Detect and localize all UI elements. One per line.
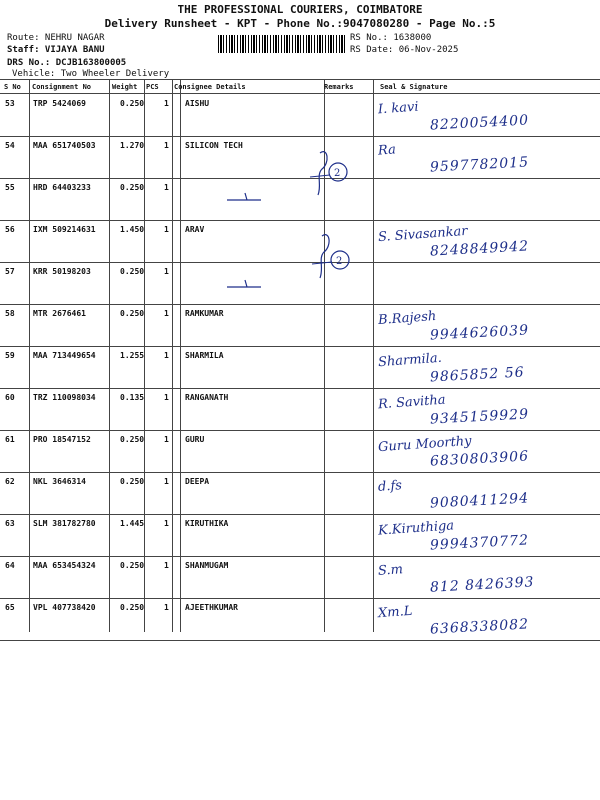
consignee-name: SHARMILA xyxy=(185,351,224,360)
receiver-signature: Ra xyxy=(377,142,397,159)
consignee-name: ARAV xyxy=(185,225,205,234)
receiver-phone: 6830803906 xyxy=(429,448,530,470)
row-divider xyxy=(0,388,600,389)
pieces-value: 1 xyxy=(164,225,169,234)
receiver-phone: 9345159929 xyxy=(429,406,530,428)
serial-number: 55 xyxy=(5,183,15,192)
pieces-value: 1 xyxy=(164,561,169,570)
consignee-dash-mark-icon xyxy=(225,277,265,291)
receiver-signature: I. kavi xyxy=(377,99,420,118)
route-label: Route: NEHRU NAGAR xyxy=(7,33,105,43)
barcode xyxy=(218,35,346,53)
weight-value: 0.250 xyxy=(120,183,145,192)
receiver-signature: S. Sivasankar xyxy=(377,223,468,246)
staff-label: Staff: VIJAYA BANU xyxy=(7,45,105,55)
col-header-pcs: PCS xyxy=(146,83,159,91)
weight-value: 1.255 xyxy=(120,351,145,360)
remarks-scribble-icon xyxy=(300,230,355,285)
company-title: THE PROFESSIONAL COURIERS, COIMBATORE xyxy=(177,3,423,16)
row-divider xyxy=(0,640,600,641)
row-divider xyxy=(0,430,600,431)
col-header-consignee: Consignee Details xyxy=(174,83,246,91)
pieces-value: 1 xyxy=(164,183,169,192)
pieces-value: 1 xyxy=(164,519,169,528)
consignee-name: AISHU xyxy=(185,99,210,108)
pieces-value: 1 xyxy=(164,99,169,108)
rs-number: RS No.: 1638000 xyxy=(350,33,432,43)
table-header-line xyxy=(0,93,600,94)
consignment-number: HRD 64403233 xyxy=(33,183,91,192)
consignment-number: NKL 3646314 xyxy=(33,477,86,486)
column-divider xyxy=(109,79,110,632)
receiver-signature: B.Rajesh xyxy=(377,308,437,329)
receiver-phone: 9080411294 xyxy=(429,490,530,512)
consignment-number: KRR 50198203 xyxy=(33,267,91,276)
drs-label: DRS No.: DCJB163800005 xyxy=(7,58,127,68)
weight-value: 0.250 xyxy=(120,561,145,570)
row-divider xyxy=(0,556,600,557)
row-divider xyxy=(0,346,600,347)
weight-value: 0.250 xyxy=(120,309,145,318)
consignment-number: PRO 18547152 xyxy=(33,435,91,444)
row-divider xyxy=(0,472,600,473)
serial-number: 58 xyxy=(5,309,15,318)
pieces-value: 1 xyxy=(164,393,169,402)
consignee-name: GURU xyxy=(185,435,205,444)
consignment-number: TRZ 110098034 xyxy=(33,393,96,402)
col-header-consignment: Consignment No xyxy=(32,83,92,91)
weight-value: 0.250 xyxy=(120,477,145,486)
receiver-signature: Xm.L xyxy=(377,603,413,622)
pieces-value: 1 xyxy=(164,435,169,444)
vehicle-label: Vehicle: Two Wheeler Delivery xyxy=(12,69,170,79)
consignment-number: IXM 509214631 xyxy=(33,225,96,234)
receiver-signature: Guru Moorthy xyxy=(377,433,473,456)
receiver-phone: 812 8426393 xyxy=(429,574,535,596)
consignee-name: AJEETHKUMAR xyxy=(185,603,238,612)
serial-number: 65 xyxy=(5,603,15,612)
pieces-value: 1 xyxy=(164,477,169,486)
receiver-phone: 9994370772 xyxy=(429,532,530,554)
col-header-signature: Seal & Signature xyxy=(380,83,448,91)
receiver-phone: 8248849942 xyxy=(429,238,530,260)
consignment-number: TRP 5424069 xyxy=(33,99,86,108)
weight-value: 0.135 xyxy=(120,393,145,402)
consignment-number: SLM 381782780 xyxy=(33,519,96,528)
receiver-phone: 9597782015 xyxy=(429,154,530,176)
row-divider xyxy=(0,514,600,515)
row-divider xyxy=(0,598,600,599)
serial-number: 60 xyxy=(5,393,15,402)
receiver-signature: R. Savitha xyxy=(377,392,447,413)
receiver-phone: 8220054400 xyxy=(429,112,530,134)
receiver-phone: 9865852 56 xyxy=(429,364,525,386)
serial-number: 57 xyxy=(5,267,15,276)
receiver-phone: 6368338082 xyxy=(429,616,530,638)
receiver-signature: K.Kiruthiga xyxy=(377,518,455,539)
serial-number: 63 xyxy=(5,519,15,528)
weight-value: 0.250 xyxy=(120,435,145,444)
weight-value: 0.250 xyxy=(120,99,145,108)
col-header-weight: Weight xyxy=(112,83,138,91)
receiver-signature: d.fs xyxy=(377,478,403,495)
serial-number: 53 xyxy=(5,99,15,108)
serial-number: 61 xyxy=(5,435,15,444)
col-header-sno: S No xyxy=(4,83,21,91)
receiver-signature: Sharmila. xyxy=(377,350,443,371)
consignment-number: MTR 2676461 xyxy=(33,309,86,318)
column-divider xyxy=(172,79,173,632)
consignee-name: SHANMUGAM xyxy=(185,561,229,570)
serial-number: 64 xyxy=(5,561,15,570)
serial-number: 56 xyxy=(5,225,15,234)
column-divider xyxy=(180,79,181,632)
runsheet-subtitle: Delivery Runsheet - KPT - Phone No.:9047080280 - Page No.:5 xyxy=(104,17,496,30)
consignment-number: VPL 407738420 xyxy=(33,603,96,612)
row-divider xyxy=(0,136,600,137)
remarks-scribble-icon xyxy=(300,145,355,200)
pieces-value: 1 xyxy=(164,603,169,612)
svg-text:2: 2 xyxy=(334,168,341,179)
svg-text:2: 2 xyxy=(336,256,343,267)
pieces-value: 1 xyxy=(164,267,169,276)
table-top-line xyxy=(0,79,600,80)
weight-value: 1.270 xyxy=(120,141,145,150)
weight-value: 1.445 xyxy=(120,519,145,528)
serial-number: 54 xyxy=(5,141,15,150)
consignee-dash-mark-icon xyxy=(225,190,265,204)
pieces-value: 1 xyxy=(164,309,169,318)
row-divider xyxy=(0,304,600,305)
consignee-name: RANGANATH xyxy=(185,393,229,402)
column-divider xyxy=(29,79,30,632)
receiver-phone: 9944626039 xyxy=(429,322,530,344)
consignment-number: MAA 651740503 xyxy=(33,141,96,150)
col-header-remarks: Remarks xyxy=(324,83,354,91)
weight-value: 0.250 xyxy=(120,267,145,276)
receiver-signature: S.m xyxy=(377,562,404,579)
consignment-number: MAA 653454324 xyxy=(33,561,96,570)
serial-number: 59 xyxy=(5,351,15,360)
row-divider xyxy=(0,220,600,221)
weight-value: 0.250 xyxy=(120,603,145,612)
rs-date: RS Date: 06-Nov-2025 xyxy=(350,45,459,55)
consignee-name: DEEPA xyxy=(185,477,210,486)
consignee-name: RAMKUMAR xyxy=(185,309,224,318)
pieces-value: 1 xyxy=(164,351,169,360)
consignee-name: SILICON TECH xyxy=(185,141,243,150)
consignee-name: KIRUTHIKA xyxy=(185,519,229,528)
pieces-value: 1 xyxy=(164,141,169,150)
consignment-number: MAA 713449654 xyxy=(33,351,96,360)
weight-value: 1.450 xyxy=(120,225,145,234)
column-divider xyxy=(373,79,374,632)
serial-number: 62 xyxy=(5,477,15,486)
column-divider xyxy=(144,79,145,632)
